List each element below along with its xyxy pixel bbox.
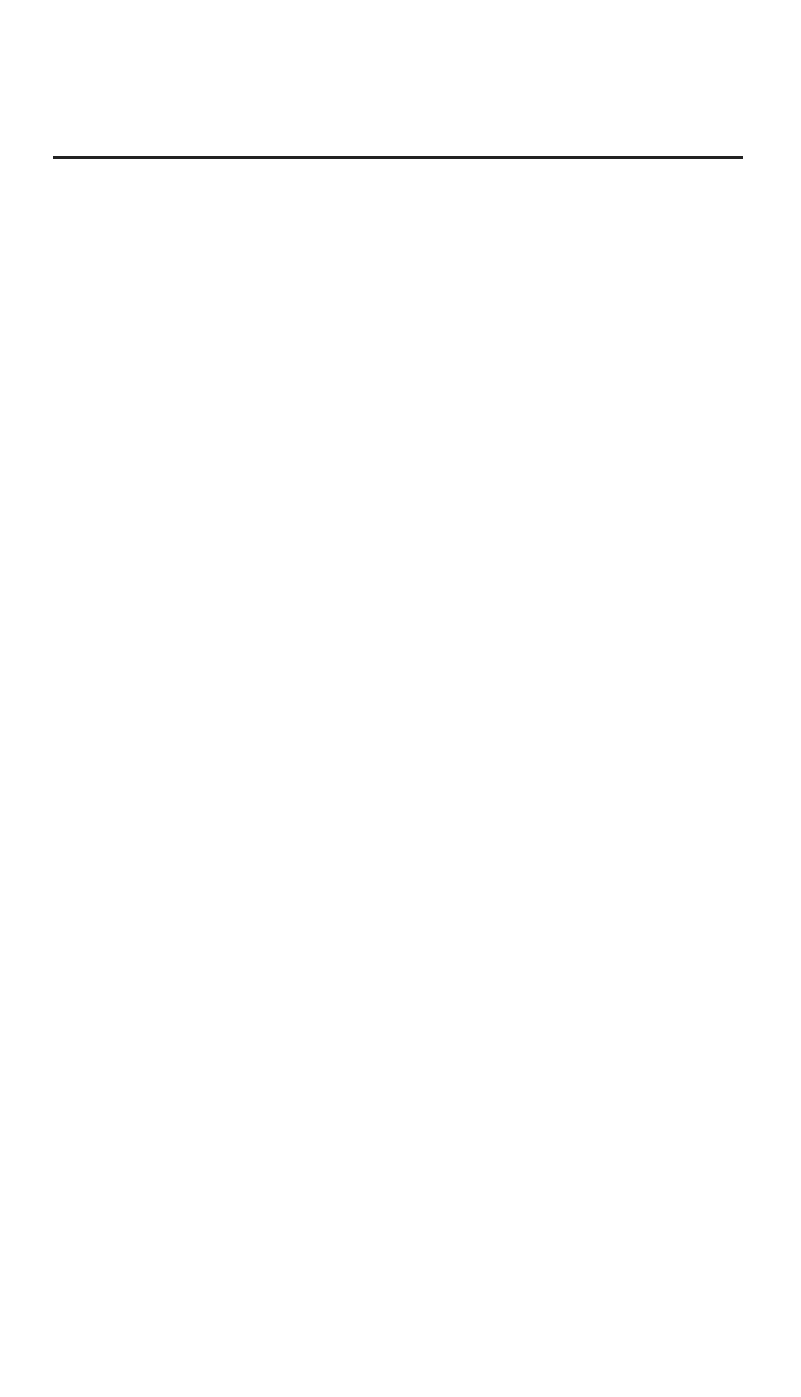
title-rule (53, 156, 743, 159)
